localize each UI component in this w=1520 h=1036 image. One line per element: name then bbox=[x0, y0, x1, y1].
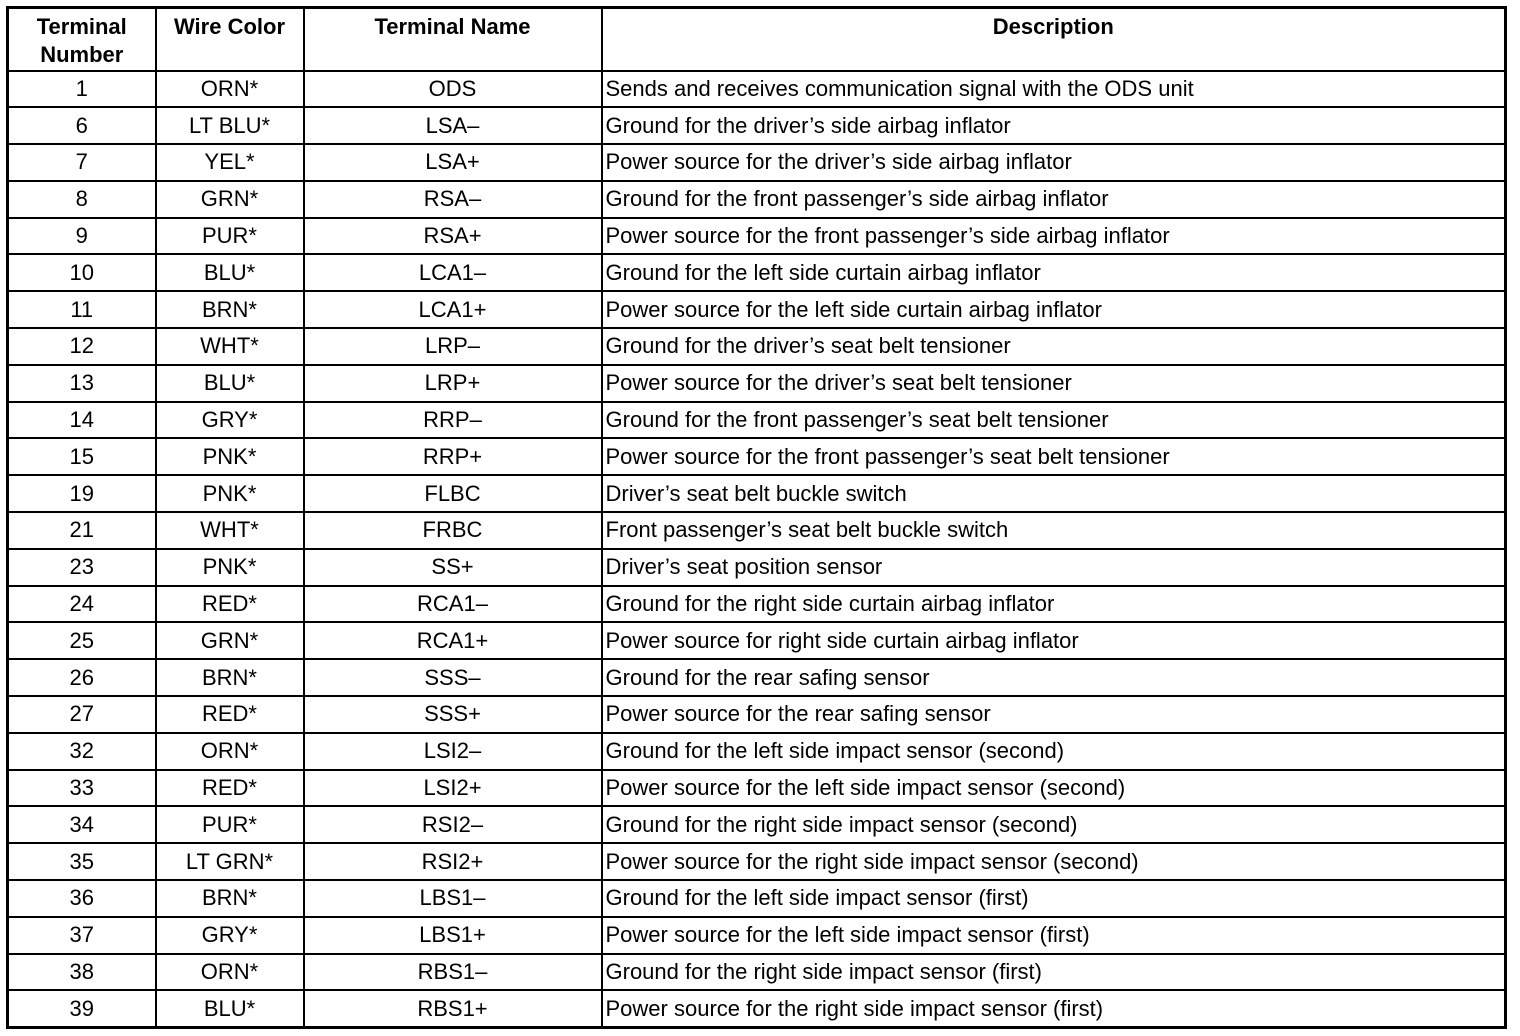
table-row bbox=[8, 733, 1506, 770]
table-row bbox=[8, 549, 1506, 586]
cell-wire-color: LT BLU* bbox=[156, 107, 304, 144]
cell-wire-color: ORN* bbox=[156, 71, 304, 108]
cell-wire-color: RED* bbox=[156, 696, 304, 733]
cell-terminal-number: 26 bbox=[8, 659, 156, 696]
table-row bbox=[8, 181, 1506, 218]
cell-wire-color: LT GRN* bbox=[156, 843, 304, 880]
cell-wire-color: PNK* bbox=[156, 438, 304, 475]
table-body bbox=[8, 71, 1506, 1028]
cell-terminal-name: RBS1– bbox=[304, 954, 602, 991]
cell-terminal-number: 39 bbox=[8, 990, 156, 1027]
cell-wire-color: ORN* bbox=[156, 733, 304, 770]
cell-terminal-name: RCA1– bbox=[304, 586, 602, 623]
table-row bbox=[8, 917, 1506, 954]
cell-description: Power source for the front passenger’s seat belt tensioner bbox=[602, 438, 1506, 475]
cell-description: Ground for the left side impact sensor (first) bbox=[602, 880, 1506, 917]
cell-terminal-number: 12 bbox=[8, 328, 156, 365]
cell-terminal-name: LBS1+ bbox=[304, 917, 602, 954]
cell-wire-color: RED* bbox=[156, 586, 304, 623]
cell-terminal-number: 6 bbox=[8, 107, 156, 144]
table-row bbox=[8, 990, 1506, 1027]
cell-terminal-number: 15 bbox=[8, 438, 156, 475]
cell-terminal-name: LSA– bbox=[304, 107, 602, 144]
table-row bbox=[8, 696, 1506, 733]
cell-description: Power source for the rear safing sensor bbox=[602, 696, 1506, 733]
cell-terminal-name: RCA1+ bbox=[304, 622, 602, 659]
cell-description: Ground for the rear safing sensor bbox=[602, 659, 1506, 696]
cell-description: Ground for the right side impact sensor (second) bbox=[602, 806, 1506, 843]
table-row bbox=[8, 843, 1506, 880]
cell-terminal-name: LSI2– bbox=[304, 733, 602, 770]
cell-description: Driver’s seat belt buckle switch bbox=[602, 475, 1506, 512]
cell-terminal-number: 27 bbox=[8, 696, 156, 733]
cell-terminal-name: LSI2+ bbox=[304, 770, 602, 807]
cell-description: Ground for the right side curtain airbag inflator bbox=[602, 586, 1506, 623]
table-row bbox=[8, 254, 1506, 291]
cell-description: Power source for the left side impact sensor (second) bbox=[602, 770, 1506, 807]
cell-wire-color: WHT* bbox=[156, 512, 304, 549]
table-row bbox=[8, 880, 1506, 917]
cell-description: Ground for the left side impact sensor (second) bbox=[602, 733, 1506, 770]
table-row bbox=[8, 71, 1506, 108]
cell-wire-color: GRN* bbox=[156, 181, 304, 218]
cell-terminal-number: 13 bbox=[8, 365, 156, 402]
cell-wire-color: BLU* bbox=[156, 254, 304, 291]
table-row bbox=[8, 512, 1506, 549]
cell-wire-color: GRY* bbox=[156, 402, 304, 439]
cell-terminal-name: LCA1– bbox=[304, 254, 602, 291]
cell-terminal-name: RSA+ bbox=[304, 218, 602, 255]
cell-wire-color: PNK* bbox=[156, 549, 304, 586]
table-row bbox=[8, 806, 1506, 843]
table-row bbox=[8, 328, 1506, 365]
cell-description: Power source for the left side impact sensor (first) bbox=[602, 917, 1506, 954]
cell-wire-color: BLU* bbox=[156, 365, 304, 402]
cell-wire-color: PNK* bbox=[156, 475, 304, 512]
cell-description: Power source for the front passenger’s side airbag inflator bbox=[602, 218, 1506, 255]
cell-terminal-number: 14 bbox=[8, 402, 156, 439]
cell-terminal-number: 33 bbox=[8, 770, 156, 807]
table-row bbox=[8, 954, 1506, 991]
table-row bbox=[8, 291, 1506, 328]
cell-description: Ground for the driver’s side airbag inflator bbox=[602, 107, 1506, 144]
cell-wire-color: YEL* bbox=[156, 144, 304, 181]
cell-description: Ground for the front passenger’s side airbag inflator bbox=[602, 181, 1506, 218]
cell-terminal-number: 21 bbox=[8, 512, 156, 549]
cell-wire-color: BLU* bbox=[156, 990, 304, 1027]
table-row bbox=[8, 622, 1506, 659]
cell-description: Sends and receives communication signal with the ODS unit bbox=[602, 71, 1506, 108]
cell-wire-color: GRN* bbox=[156, 622, 304, 659]
cell-terminal-name: RRP+ bbox=[304, 438, 602, 475]
cell-terminal-name: RBS1+ bbox=[304, 990, 602, 1027]
cell-terminal-number: 11 bbox=[8, 291, 156, 328]
cell-terminal-number: 24 bbox=[8, 586, 156, 623]
table-row bbox=[8, 107, 1506, 144]
cell-terminal-number: 9 bbox=[8, 218, 156, 255]
table-row bbox=[8, 586, 1506, 623]
cell-terminal-name: ODS bbox=[304, 71, 602, 108]
terminal-table bbox=[6, 6, 1507, 1029]
cell-terminal-number: 23 bbox=[8, 549, 156, 586]
cell-wire-color: GRY* bbox=[156, 917, 304, 954]
table-row bbox=[8, 475, 1506, 512]
cell-description: Driver’s seat position sensor bbox=[602, 549, 1506, 586]
cell-wire-color: BRN* bbox=[156, 291, 304, 328]
cell-description: Power source for the driver’s seat belt tensioner bbox=[602, 365, 1506, 402]
table-row bbox=[8, 438, 1506, 475]
cell-description: Ground for the left side curtain airbag inflator bbox=[602, 254, 1506, 291]
cell-terminal-number: 35 bbox=[8, 843, 156, 880]
cell-terminal-number: 32 bbox=[8, 733, 156, 770]
cell-terminal-name: LRP– bbox=[304, 328, 602, 365]
cell-terminal-name: LRP+ bbox=[304, 365, 602, 402]
cell-terminal-number: 19 bbox=[8, 475, 156, 512]
cell-terminal-name: SSS– bbox=[304, 659, 602, 696]
cell-wire-color: PUR* bbox=[156, 806, 304, 843]
cell-description: Power source for right side curtain airbag inflator bbox=[602, 622, 1506, 659]
cell-description: Ground for the front passenger’s seat belt tensioner bbox=[602, 402, 1506, 439]
cell-terminal-number: 25 bbox=[8, 622, 156, 659]
cell-terminal-name: RRP– bbox=[304, 402, 602, 439]
cell-terminal-name: LCA1+ bbox=[304, 291, 602, 328]
cell-terminal-number: 37 bbox=[8, 917, 156, 954]
cell-description: Ground for the driver’s seat belt tensioner bbox=[602, 328, 1506, 365]
cell-terminal-name: FRBC bbox=[304, 512, 602, 549]
cell-terminal-name: LSA+ bbox=[304, 144, 602, 181]
cell-description: Power source for the left side curtain airbag inflator bbox=[602, 291, 1506, 328]
cell-wire-color: BRN* bbox=[156, 659, 304, 696]
cell-terminal-number: 10 bbox=[8, 254, 156, 291]
cell-wire-color: BRN* bbox=[156, 880, 304, 917]
cell-wire-color: RED* bbox=[156, 770, 304, 807]
cell-description: Power source for the driver’s side airbag inflator bbox=[602, 144, 1506, 181]
cell-terminal-number: 36 bbox=[8, 880, 156, 917]
cell-wire-color: WHT* bbox=[156, 328, 304, 365]
table-row bbox=[8, 144, 1506, 181]
cell-terminal-name: SSS+ bbox=[304, 696, 602, 733]
cell-terminal-name: FLBC bbox=[304, 475, 602, 512]
table-row bbox=[8, 218, 1506, 255]
header-terminal-number: Terminal Number bbox=[8, 8, 156, 71]
cell-wire-color: PUR* bbox=[156, 218, 304, 255]
cell-wire-color: ORN* bbox=[156, 954, 304, 991]
table-row bbox=[8, 365, 1506, 402]
cell-description: Power source for the right side impact sensor (second) bbox=[602, 843, 1506, 880]
header-wire-color: Wire Color bbox=[156, 8, 304, 71]
cell-terminal-number: 34 bbox=[8, 806, 156, 843]
cell-terminal-name: RSI2+ bbox=[304, 843, 602, 880]
cell-description: Power source for the right side impact sensor (first) bbox=[602, 990, 1506, 1027]
table-row bbox=[8, 402, 1506, 439]
cell-terminal-number: 7 bbox=[8, 144, 156, 181]
cell-terminal-name: RSA– bbox=[304, 181, 602, 218]
table-header bbox=[8, 8, 1506, 71]
header-row bbox=[8, 8, 1506, 71]
header-terminal-name: Terminal Name bbox=[304, 8, 602, 71]
cell-terminal-name: LBS1– bbox=[304, 880, 602, 917]
header-description: Description bbox=[602, 8, 1506, 71]
table-row bbox=[8, 659, 1506, 696]
cell-terminal-name: SS+ bbox=[304, 549, 602, 586]
cell-description: Front passenger’s seat belt buckle switch bbox=[602, 512, 1506, 549]
cell-description: Ground for the right side impact sensor (first) bbox=[602, 954, 1506, 991]
cell-terminal-number: 8 bbox=[8, 181, 156, 218]
cell-terminal-name: RSI2– bbox=[304, 806, 602, 843]
table-row bbox=[8, 770, 1506, 807]
cell-terminal-number: 1 bbox=[8, 71, 156, 108]
cell-terminal-number: 38 bbox=[8, 954, 156, 991]
